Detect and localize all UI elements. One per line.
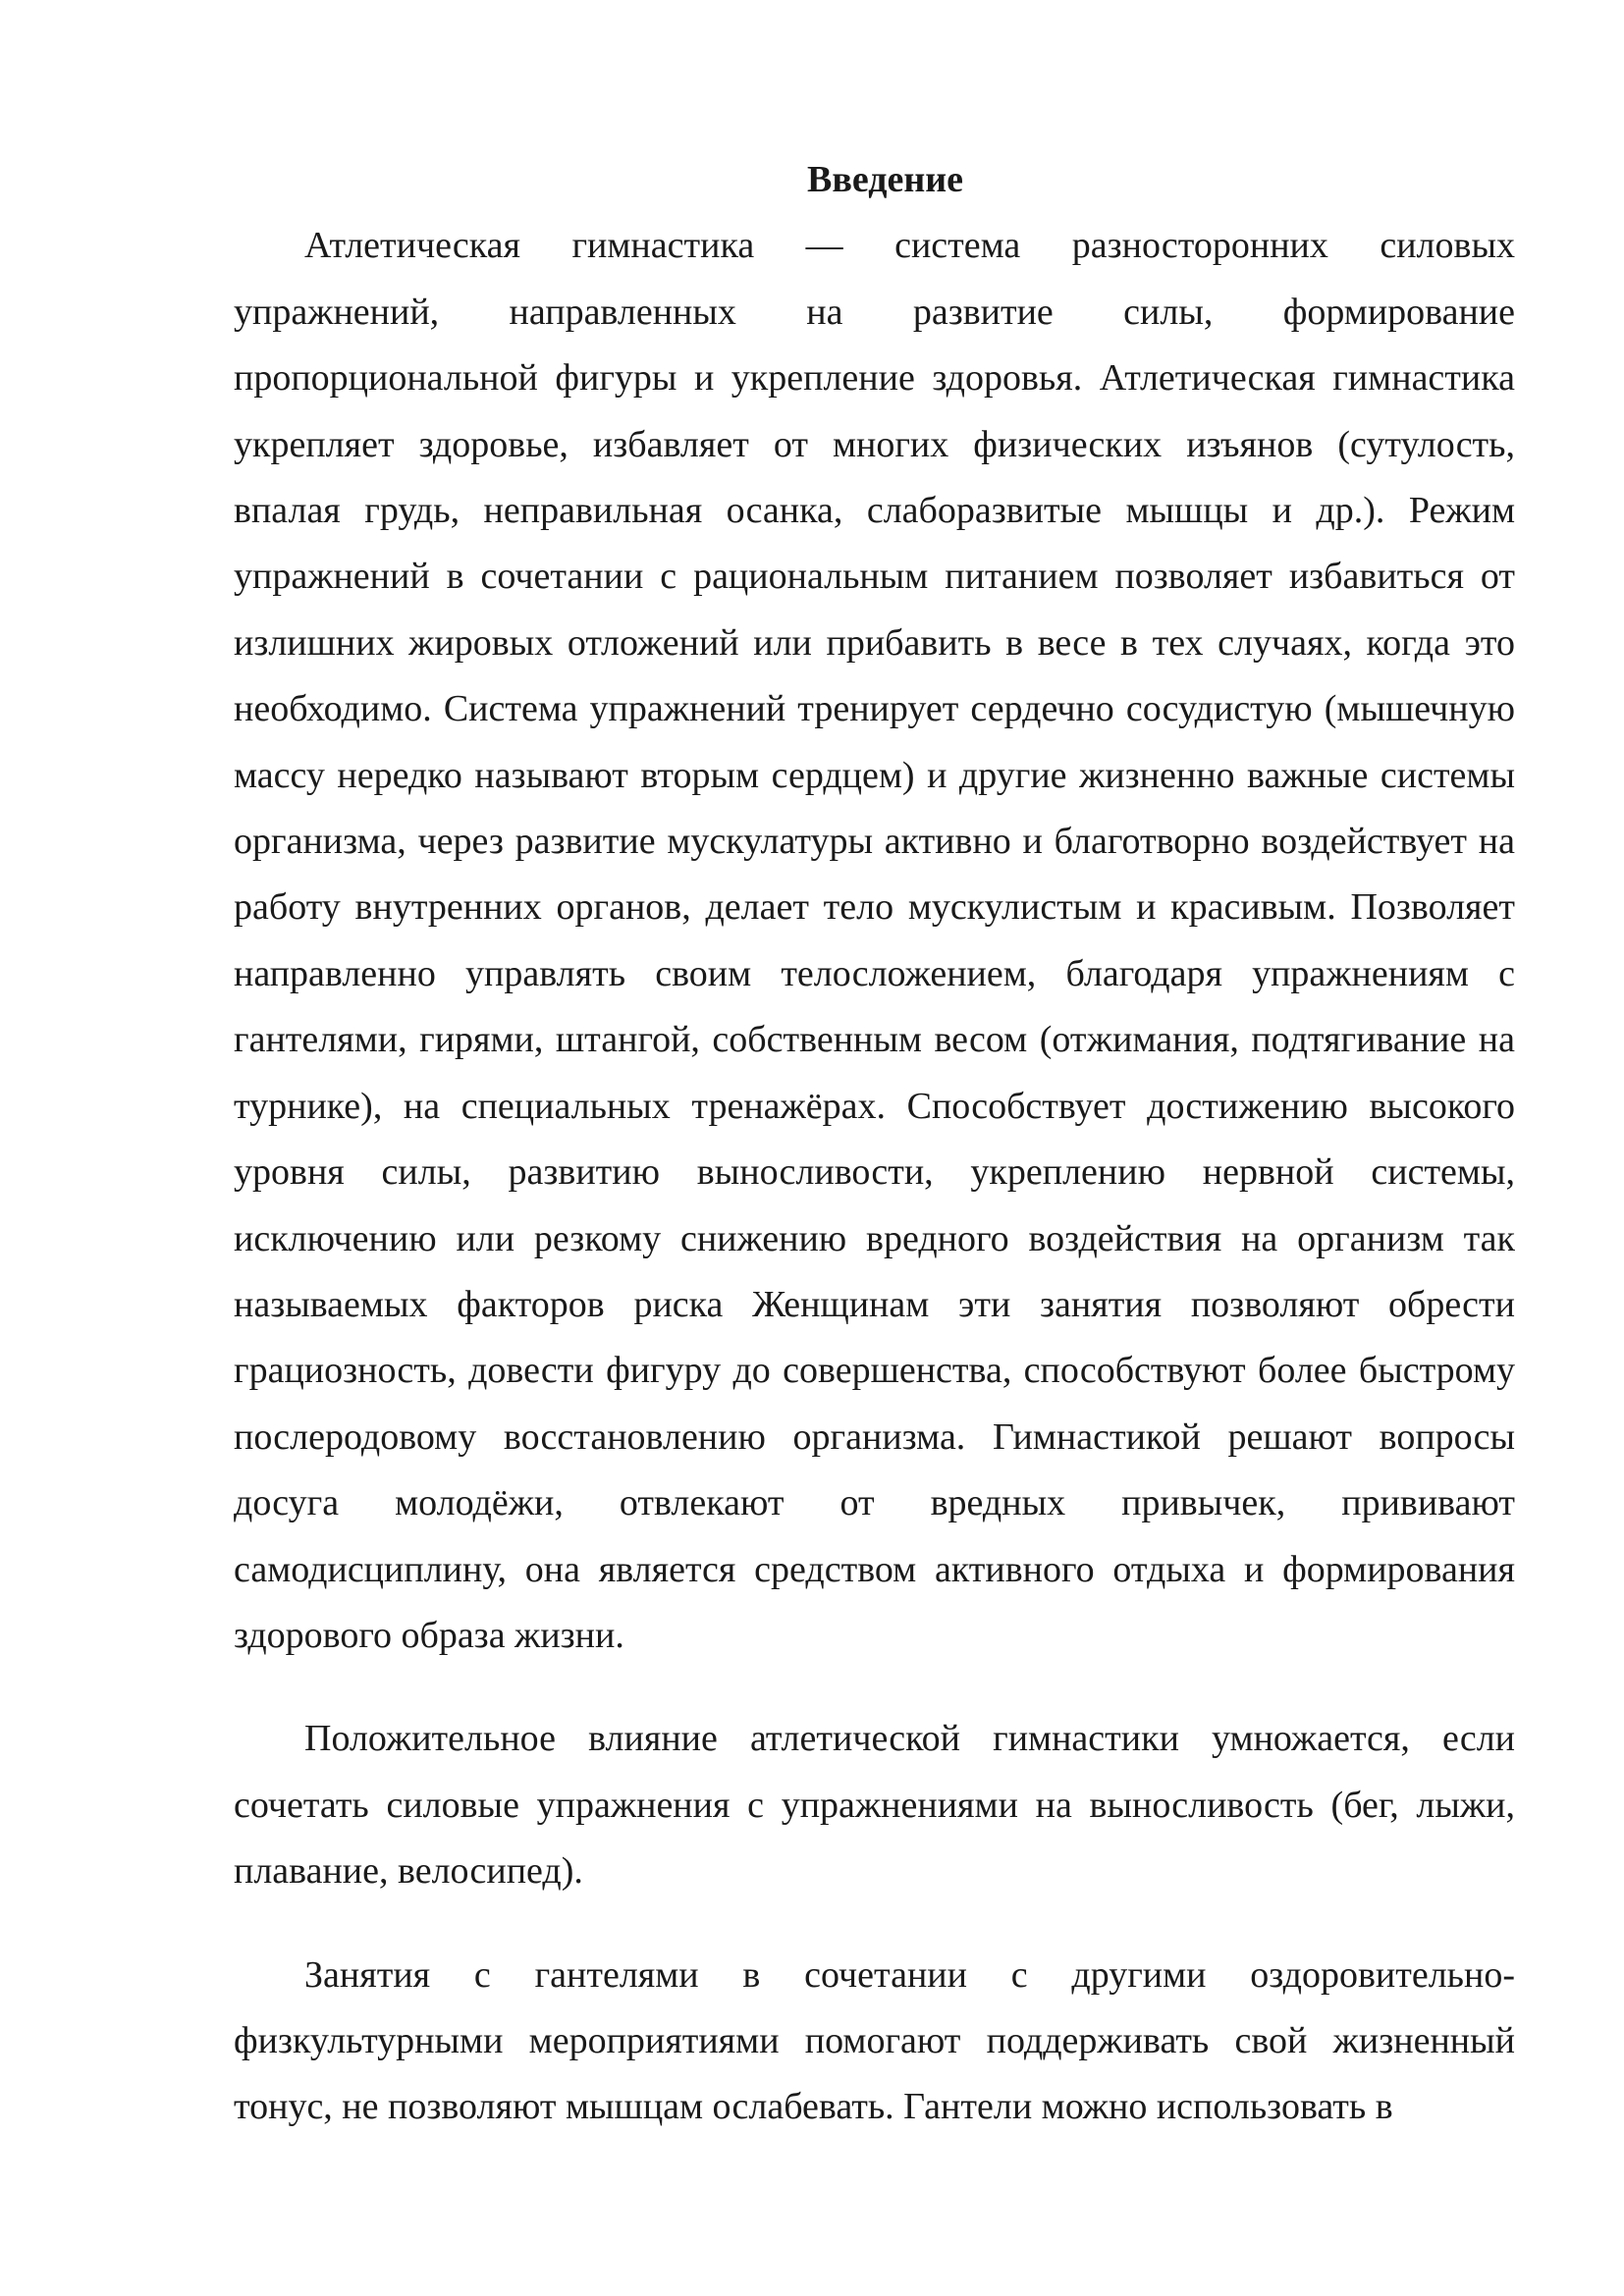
paragraph-dumbbells: Занятия с гантелями в сочетании с другими оздоровительно-физкультурными мероприятиями помогают поддерживать свой жизненный тонус, не позволяют мышцам ослабевать. Гантели можно использовать в — [234, 1953, 1515, 2128]
document-body — [234, 147, 1515, 2141]
paragraph-positive-influence: Положительное влияние атлетической гимнастики умножается, если сочетать силовые упражнения с упражнениями на выносливость (бег, лыжи, плавание, велосипед). — [234, 1718, 1515, 1893]
section-heading: Введение — [807, 159, 963, 200]
paragraph-intro: Атлетическая гимнастика — система разносторонних силовых упражнений, направленных на развитие силы, формирование пропорциональной фигуры и укрепление здоровья. Атлетическая гимнастика укрепляет здоровье, избавляет от многих физических изъянов (сутулость, впалая грудь, неправильная осанка, слаборазвитые мышцы и др.). Режим упражнений в сочетании с рациональным питанием позволяет избавиться от излишних жировых отложений или прибавить в весе в тех случаях, когда это необходимо. Система упражнений тренирует сердечно сосудистую (мышечную массу нередко называют вторым сердцем) и другие жизненно важные системы организма, через развитие мускулатуры активно и благотворно воздействует на работу внутренних органов, делает тело мускулистым и красивым. Позволяет направленно управлять своим телосложением, благодаря упражнениям с гантелями, гирями, штангой, собственным весом (отжимания, подтягивание на турнике), на специальных тренажёрах. Способствует достижению высокого уровня силы, развитию выносливости, укреплению нервной системы, исключению или резкому снижению вредного воздействия на организм так называемых факторов риска Женщинам эти занятия позволяют обрести грациозность, довести фигуру до совершенства, способствуют более быстрому послеродовому восстановлению организма. Гимнастикой решают вопросы досуга молодёжи, отвлекают от вредных привычек, прививают самодисциплину, она является средством активного отдыха и формирования здорового образа жизни. — [234, 225, 1515, 1656]
